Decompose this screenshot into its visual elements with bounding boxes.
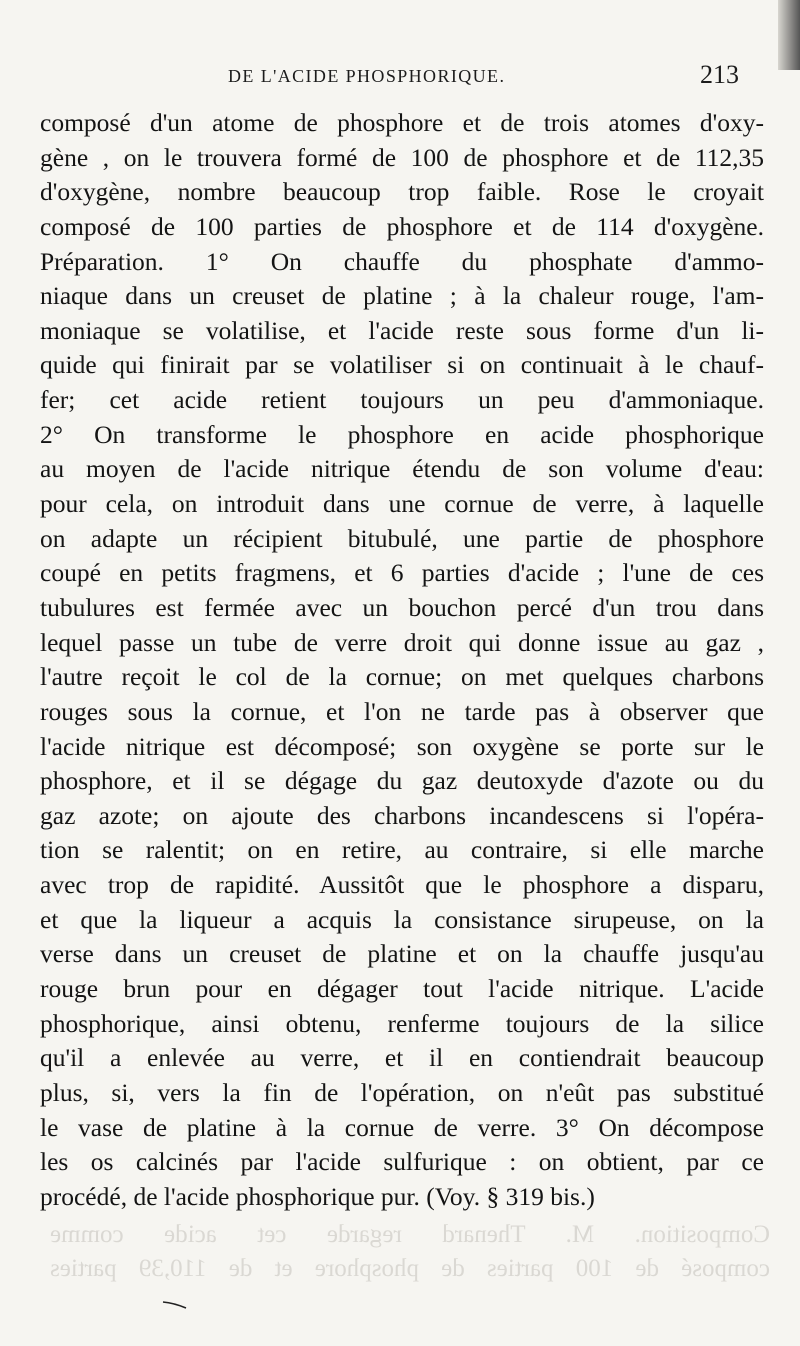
text-line: rouges sous la cornue, et l'on ne tarde pas à observer que — [40, 696, 764, 726]
text-line: phosphore, et il se dégage du gaz deutoxyde d'azote ou du — [40, 766, 764, 796]
text-line: composé de 100 parties de phosphore et de 114 d'oxygène. — [40, 211, 764, 241]
text-line: l'acide nitrique est décomposé; son oxygène se porte sur le — [40, 731, 764, 761]
text-line: procédé, de l'acide phosphorique pur. (Voy. § 319 bis.) — [40, 1181, 595, 1211]
text-line: l'autre reçoit le col de la cornue; on met quelques charbons — [40, 662, 764, 692]
text-line: gaz azote; on ajoute des charbons incandescens si l'opéra- — [40, 800, 764, 830]
show-through-text — [50, 1218, 770, 1286]
text-line: coupé en petits fragmens, et 6 parties d'acide ; l'une de ces — [40, 558, 764, 588]
text-line: pour cela, on introduit dans une cornue de verre, à laquelle — [40, 489, 764, 519]
text-line: moniaque se volatilise, et l'acide reste sous forme d'un li- — [40, 315, 764, 345]
ink-mark — [162, 1300, 188, 1310]
text-line: rouge brun pour en dégager tout l'acide nitrique. L'acide — [40, 974, 764, 1004]
text-line: lequel passe un tube de verre droit qui donne issue au gaz , — [40, 627, 764, 657]
text-line: fer; cet acide retient toujours un peu d'ammoniaque. — [40, 385, 764, 415]
page-number: 213 — [700, 60, 739, 89]
show-through-line: Composition. M. Thenard regarde cet acide comme — [50, 1221, 770, 1248]
text-line: tion se ralentit; on en retire, au contraire, si elle marche — [40, 835, 764, 865]
text-line: avec trop de rapidité. Aussitôt que le phosphore a disparu, — [40, 870, 764, 900]
text-line: gène , on le trouvera formé de 100 de phosphore et de 112,35 — [40, 142, 764, 172]
running-head: DE L'ACIDE PHOSPHORIQUE. — [228, 66, 506, 86]
text-line: Préparation. 1° On chauffe du phosphate d'ammo- — [40, 246, 764, 276]
text-line: le vase de platine à la cornue de verre. 3° On décompose — [40, 1112, 764, 1142]
text-line: qu'il a enlevée au verre, et il en contiendrait beaucoup — [40, 1043, 764, 1073]
text-line: 2° On transforme le phosphore en acide phosphorique — [40, 419, 764, 449]
body-text — [40, 106, 764, 1215]
text-line: les os calcinés par l'acide sulfurique : on obtient, par ce — [40, 1147, 764, 1177]
text-line: verse dans un creuset de platine et on la chauffe jusqu'au — [40, 939, 764, 969]
text-line: phosphorique, ainsi obtenu, renferme toujours de la silice — [40, 1008, 764, 1038]
text-line: d'oxygène, nombre beaucoup trop faible. Rose le croyait — [40, 177, 764, 207]
text-line: tubulures est fermée avec un bouchon percé d'un trou dans — [40, 592, 764, 622]
page-header — [0, 58, 800, 98]
text-line: niaque dans un creuset de platine ; à la chaleur rouge, l'am- — [40, 281, 764, 311]
text-line: au moyen de l'acide nitrique étendu de son volume d'eau: — [40, 454, 764, 484]
text-line: plus, si, vers la fin de l'opération, on n'eût pas substitué — [40, 1077, 764, 1107]
text-line: et que la liqueur a acquis la consistance sirupeuse, on la — [40, 904, 764, 934]
text-line: quide qui finirait par se volatiliser si on continuait à le chauf- — [40, 350, 764, 380]
show-through-line: composé de 100 parties de phosphore et de 110,39 parties — [50, 1255, 770, 1282]
text-line: composé d'un atome de phosphore et de trois atomes d'oxy- — [40, 108, 764, 137]
text-line: on adapte un récipient bitubulé, une partie de phosphore — [40, 523, 764, 553]
